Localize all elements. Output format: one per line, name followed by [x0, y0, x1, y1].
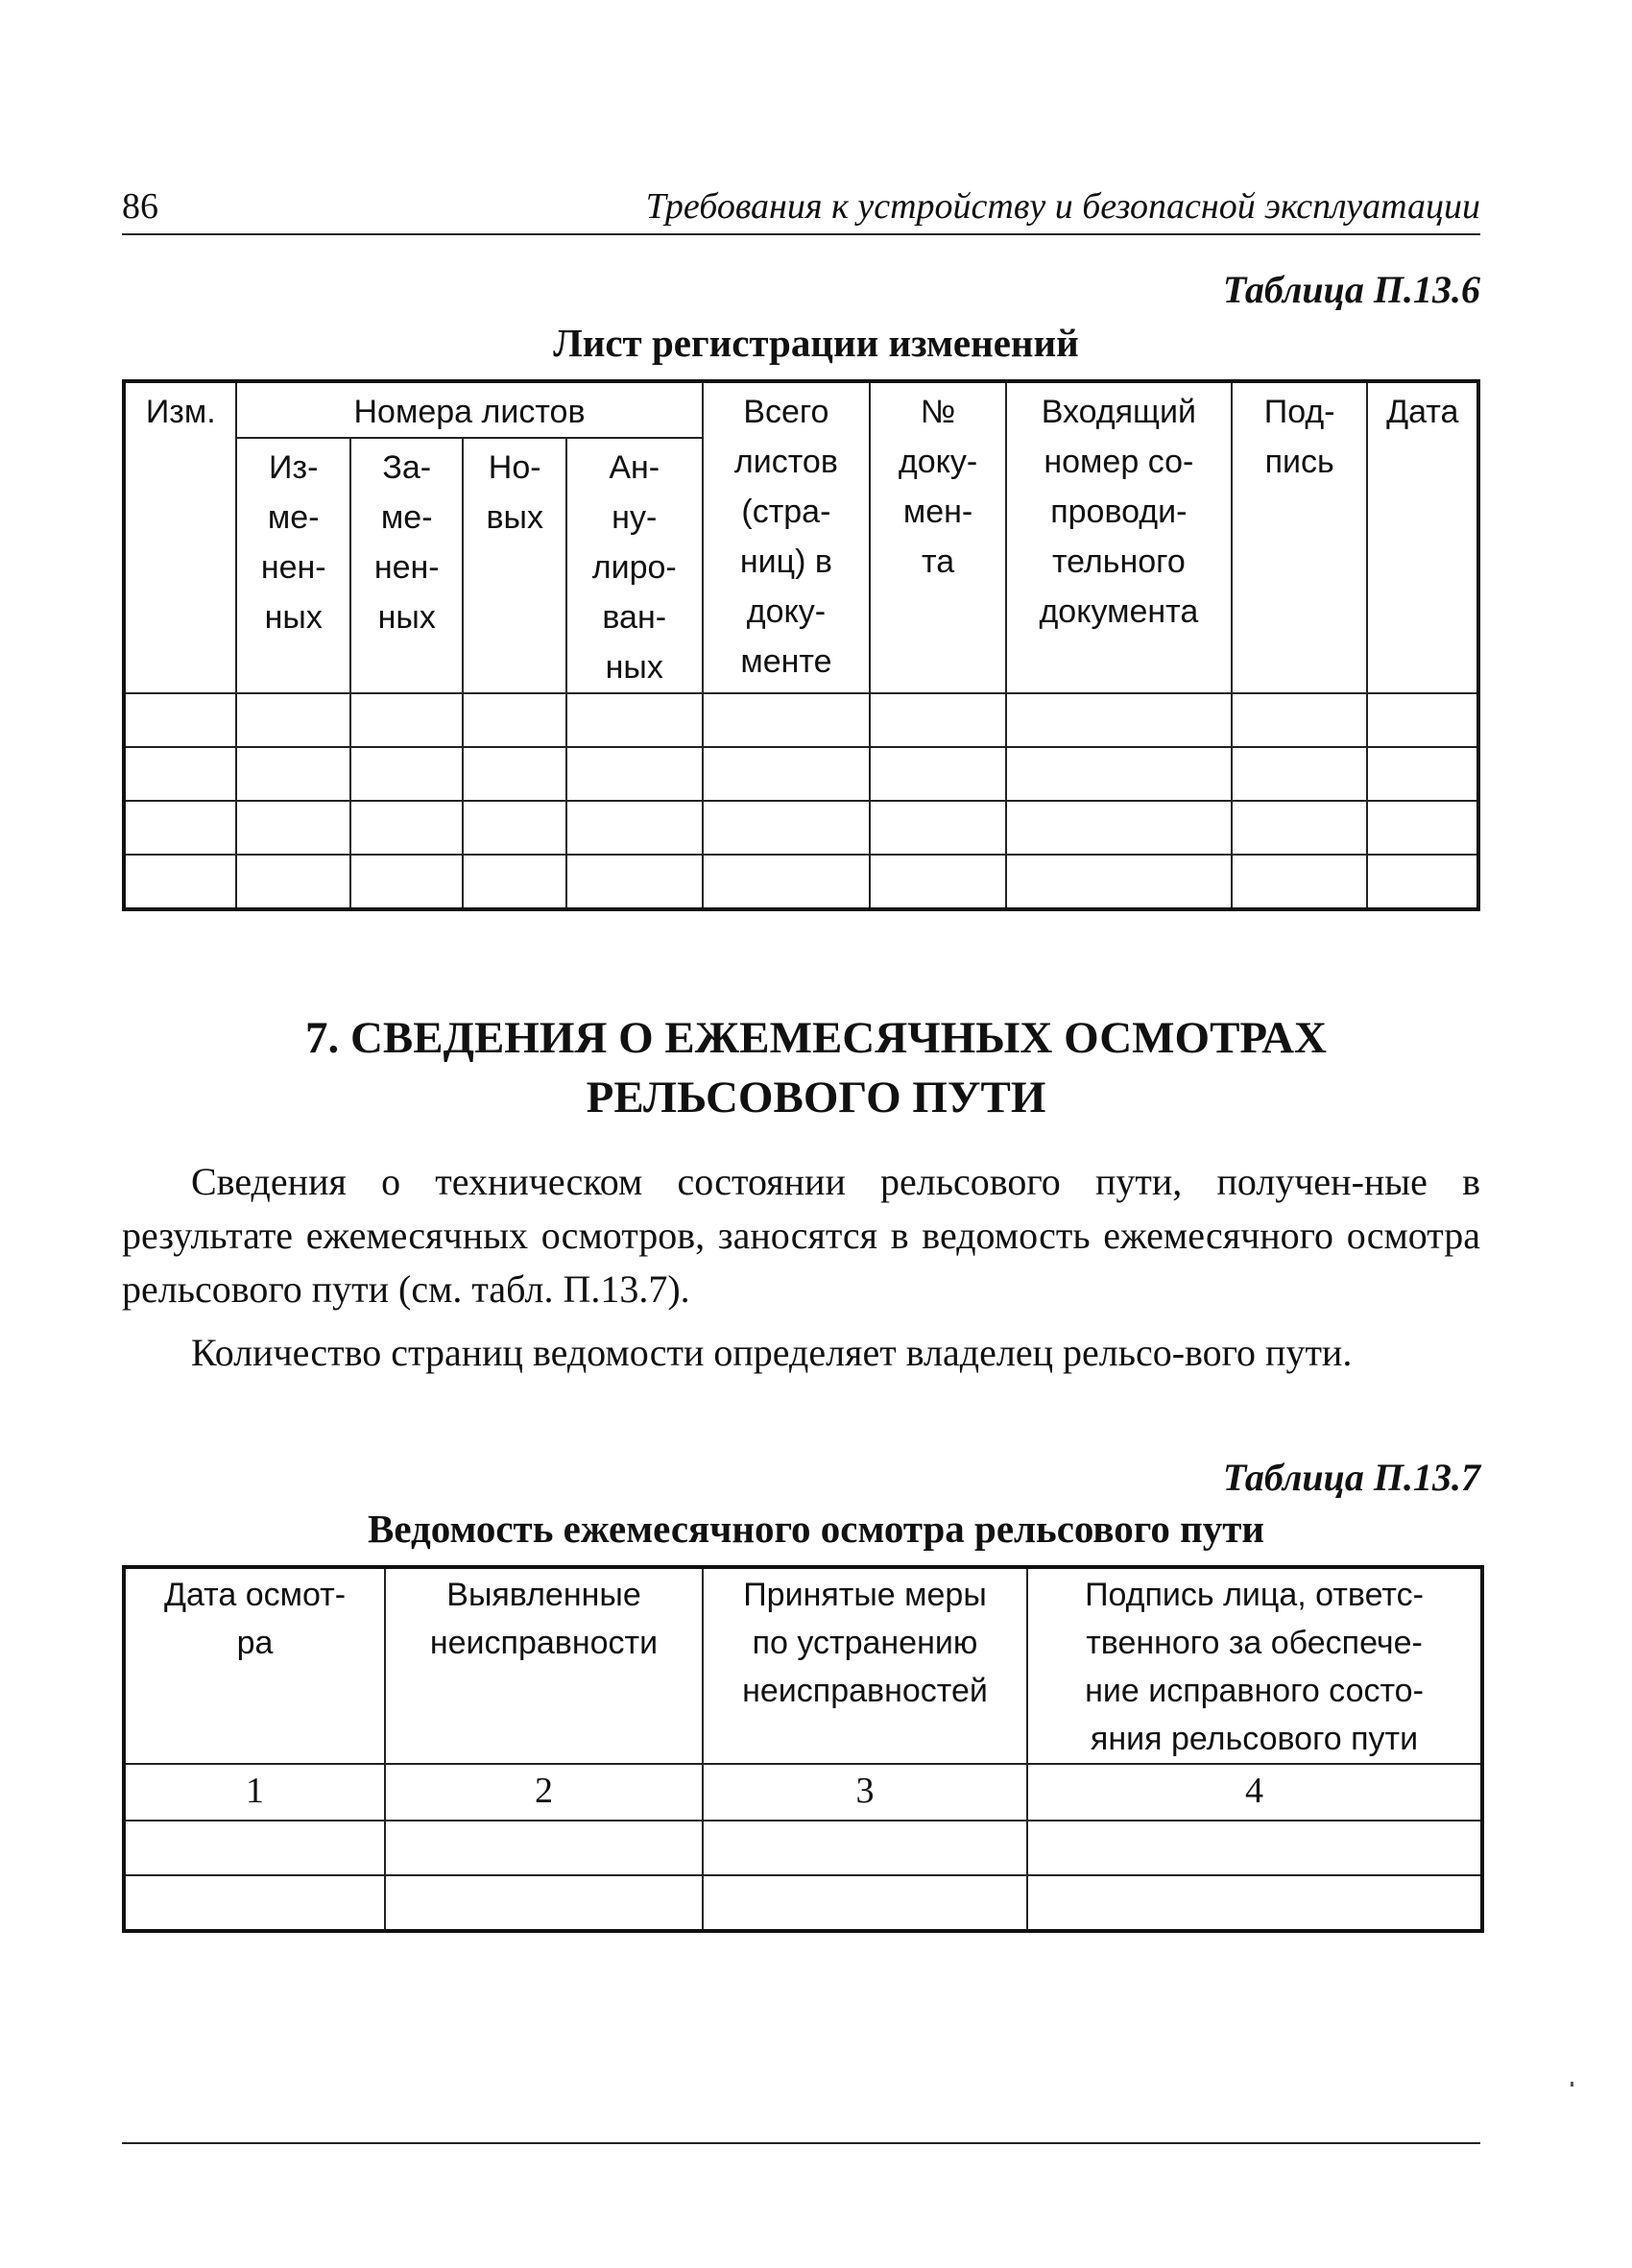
col-izm: Изм. — [124, 381, 236, 693]
col-date: Дата — [1367, 381, 1478, 693]
section-title-line-1: 7. СВЕДЕНИЯ О ЕЖЕМЕСЯЧНЫХ ОСМОТРАХ — [304, 1013, 1328, 1063]
col-inspection-date: Дата осмот- ра — [124, 1567, 385, 1764]
col-replaced: За- ме- нен- ных — [350, 438, 463, 693]
col-defects: Выявленные неисправности — [385, 1567, 703, 1764]
header-rule — [122, 233, 1480, 235]
col-changed: Из- ме- нен- ных — [236, 438, 350, 693]
table-row — [124, 1875, 1482, 1931]
paragraph-2 — [122, 1326, 1480, 1380]
scan-speck — [1571, 2082, 1573, 2087]
table-p13-6-title: Лист регистрации изменений — [553, 321, 1079, 365]
col-total-sheets: Всего листов (стра- ниц) в доку- менте — [703, 381, 871, 693]
running-title: Требования к устройству и безопасной эксплуатации — [645, 186, 1480, 227]
table-p13-7-label: Таблица П.13.7 — [1222, 1456, 1480, 1499]
page-number: 86 — [122, 186, 158, 227]
col-measures: Принятые меры по устранению неисправностей — [703, 1567, 1027, 1764]
paragraph-2-text: Количество страниц ведомости определяет владелец рельсо-вого пути. — [191, 1331, 1353, 1374]
table-row — [124, 747, 1478, 801]
monthly-inspection-table — [122, 1565, 1484, 1933]
col-new: Но- вых — [463, 438, 565, 693]
col-annulled: Ан- ну- лиро- ван- ных — [566, 438, 703, 693]
col-sheet-numbers: Номера листов — [236, 381, 702, 438]
table-row — [124, 855, 1478, 909]
paragraph-1-text: Сведения о техническом состоянии рельсового пути, получен-ные в результате ежемесячных осмотров, заносятся в ведомость ежемесячного осмотра рельсового пути (см. табл. П.13.7). — [122, 1160, 1480, 1311]
table-p13-7-title: Ведомость ежемесячного осмотра рельсового пути — [368, 1507, 1264, 1551]
column-number: 2 — [385, 1764, 703, 1821]
col-doc-number: № доку- мен- та — [870, 381, 1006, 693]
section-title-line-2: РЕЛЬСОВОГО ПУТИ — [586, 1073, 1046, 1122]
table-row — [124, 693, 1478, 747]
table-row — [124, 1821, 1482, 1875]
col-signature: Под- пись — [1232, 381, 1368, 693]
paragraph-1 — [122, 1155, 1480, 1316]
table-row — [124, 801, 1478, 855]
column-number: 1 — [124, 1764, 385, 1821]
table-p13-6-label: Таблица П.13.6 — [1222, 268, 1480, 311]
column-number: 3 — [703, 1764, 1027, 1821]
column-number: 4 — [1027, 1764, 1482, 1821]
col-responsible-signature: Подпись лица, ответс- твенного за обеспече- ние исправного состо- яния рельсового пути — [1027, 1567, 1482, 1764]
change-registration-table — [122, 379, 1480, 911]
col-incoming-doc: Входящий номер со- проводи- тельного документа — [1006, 381, 1232, 693]
footer-rule — [122, 2142, 1480, 2144]
